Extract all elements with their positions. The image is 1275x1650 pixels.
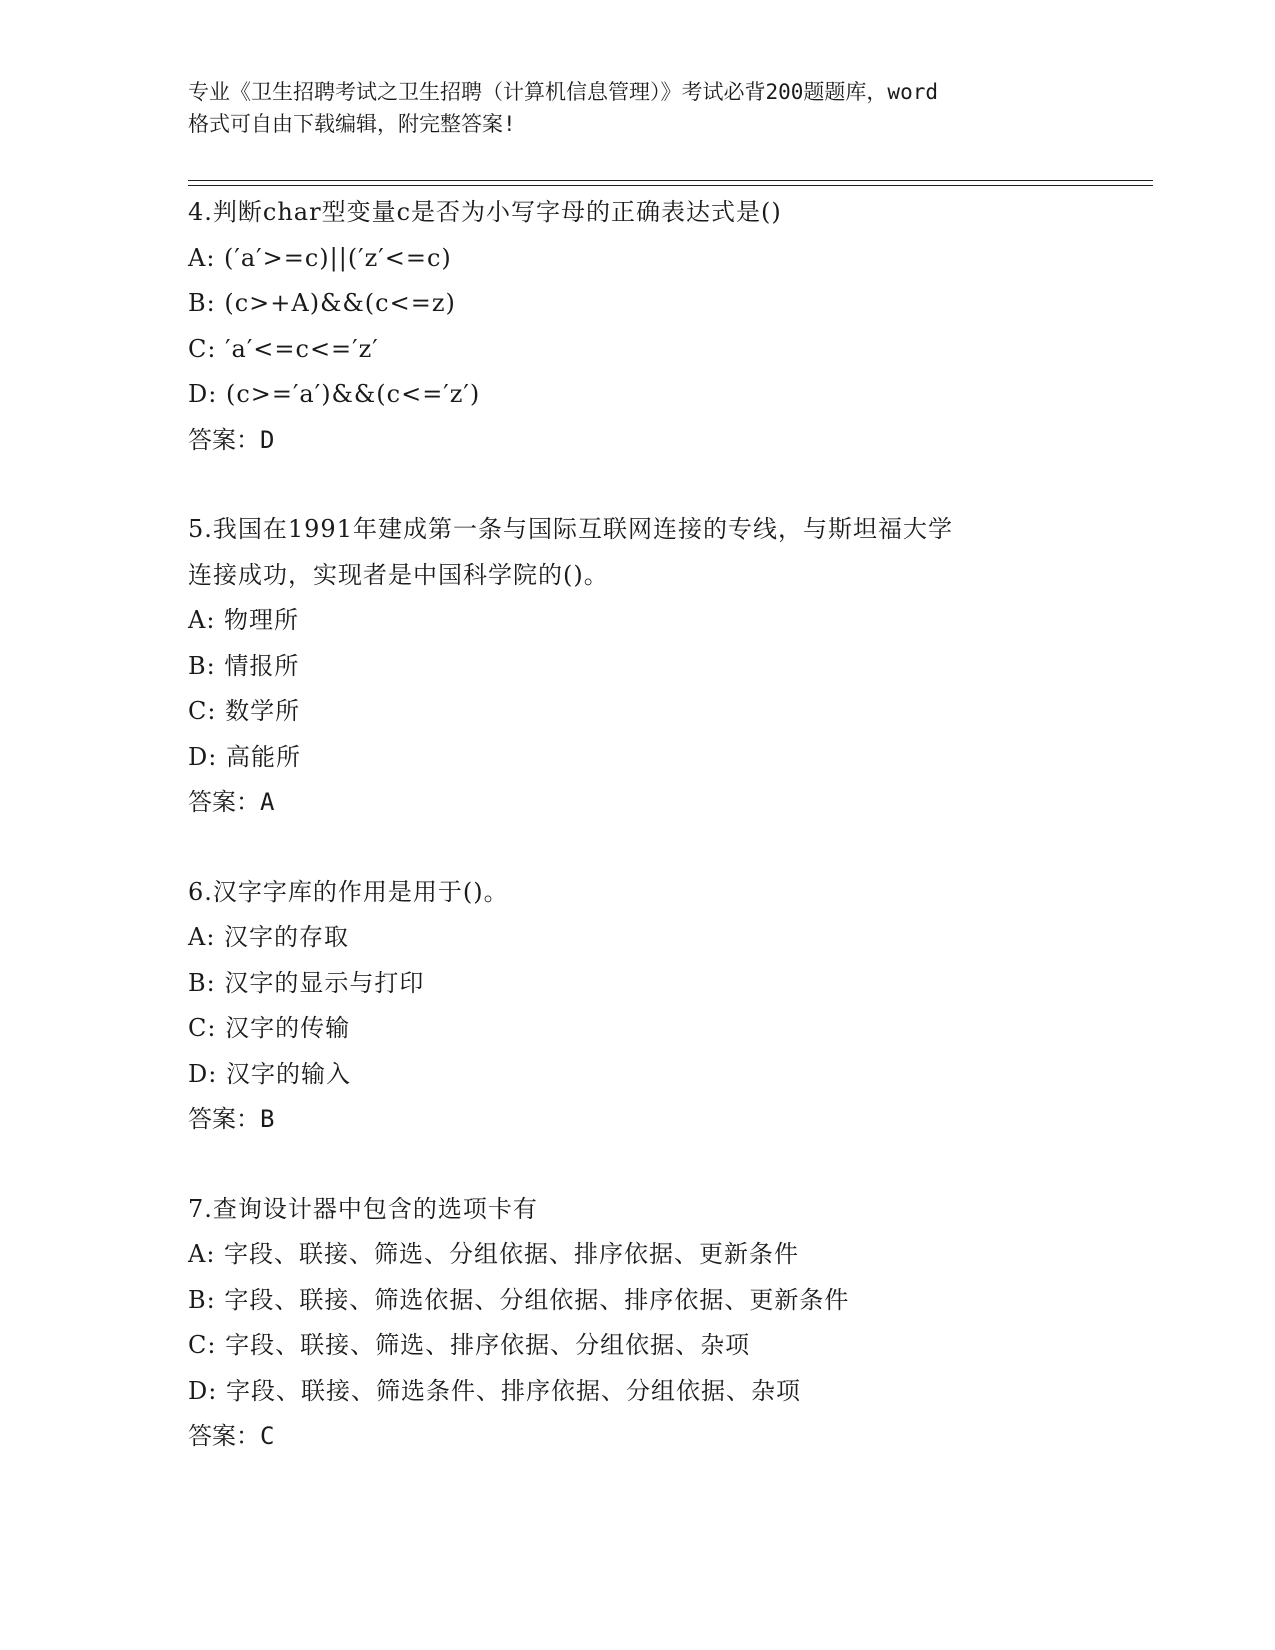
header-divider-bottom bbox=[188, 185, 1153, 186]
option-c: C: 数学所 bbox=[188, 697, 301, 725]
question-4 bbox=[188, 190, 1088, 463]
option-d: D: 高能所 bbox=[188, 742, 301, 771]
question-list bbox=[188, 190, 1088, 1460]
question-text: 6.汉字字库的作用是用于()。 bbox=[188, 877, 509, 906]
header-divider-top bbox=[188, 180, 1153, 181]
option-a: A: 物理所 bbox=[188, 606, 300, 634]
option-c: C: 字段、联接、筛选、排序依据、分组依据、杂项 bbox=[188, 1331, 751, 1359]
document-header bbox=[188, 76, 1088, 140]
question-text: 5.我国在1991年建成第一条与国际互联网连接的专线，与斯坦福大学 bbox=[188, 515, 953, 543]
option-b: B: 汉字的显示与打印 bbox=[188, 968, 425, 997]
option-b: B: 情报所 bbox=[188, 651, 300, 680]
question-6 bbox=[188, 870, 1088, 1143]
option-d: D: (c>=′a′)&&(c<=′z′) bbox=[188, 380, 481, 408]
header-line-1: 专业《卫生招聘考试之卫生招聘（计算机信息管理）》考试必背200题题库，word bbox=[188, 80, 938, 104]
answer: 答案：C bbox=[188, 1422, 275, 1450]
question-text-continued: 连接成功，实现者是中国科学院的()。 bbox=[188, 560, 609, 589]
option-d: D: 汉字的输入 bbox=[188, 1059, 351, 1088]
header-line-2: 格式可自由下载编辑，附完整答案! bbox=[188, 112, 516, 136]
option-a: A: 字段、联接、筛选、分组依据、排序依据、更新条件 bbox=[188, 1240, 800, 1268]
question-7 bbox=[188, 1187, 1088, 1460]
option-a: A: 汉字的存取 bbox=[188, 923, 350, 951]
question-text: 7.查询设计器中包含的选项卡有 bbox=[188, 1194, 538, 1223]
option-b: B: (c>+A)&&(c<=z) bbox=[188, 289, 456, 317]
answer: 答案：A bbox=[188, 788, 275, 816]
option-d: D: 字段、联接、筛选条件、排序依据、分组依据、杂项 bbox=[188, 1376, 801, 1405]
option-a: A: (′a′>=c)||(′z′<=c) bbox=[188, 243, 452, 272]
answer: 答案：D bbox=[188, 425, 275, 454]
option-b: B: 字段、联接、筛选依据、分组依据、排序依据、更新条件 bbox=[188, 1285, 850, 1314]
option-c: C: ′a′<=c<=′z′ bbox=[188, 334, 379, 363]
question-text: 4.判断char型变量c是否为小写字母的正确表达式是() bbox=[188, 198, 782, 226]
answer: 答案：B bbox=[188, 1105, 275, 1133]
option-c: C: 汉字的传输 bbox=[188, 1014, 351, 1042]
question-5 bbox=[188, 507, 1088, 826]
